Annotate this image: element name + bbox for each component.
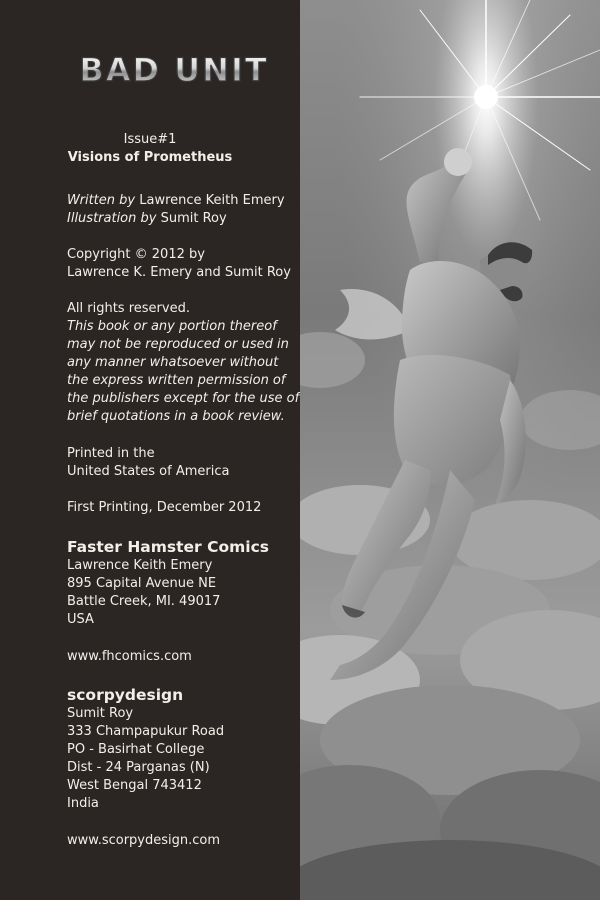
credits-block xyxy=(67,192,297,228)
written-by-label: Written by xyxy=(67,193,136,208)
publisher-block xyxy=(67,538,297,629)
designer-block xyxy=(67,686,297,813)
designer-address-line: West Bengal 743412 xyxy=(67,778,202,793)
writer-name: Lawrence Keith Emery xyxy=(139,193,285,208)
publisher-website-block xyxy=(67,648,297,666)
printing-block xyxy=(67,499,297,517)
designer-website-block xyxy=(67,832,297,850)
printed-line-1: Printed in the xyxy=(67,446,155,461)
rights-line: brief quotations in a book review. xyxy=(67,409,285,424)
illustration-by-label: Illustration by xyxy=(67,211,157,226)
rights-line: This book or any portion thereof xyxy=(67,319,277,334)
designer-address-line: PO - Basirhat College xyxy=(67,742,205,757)
rights-line: the express written permission of xyxy=(67,373,286,388)
publisher-address-line: Battle Creek, MI. 49017 xyxy=(67,594,221,609)
issue-header xyxy=(0,131,300,167)
copyright-block xyxy=(67,246,297,282)
publisher-address-line: USA xyxy=(67,612,94,627)
issue-title: Visions of Prometheus xyxy=(67,150,233,165)
designer-address-line: 333 Champapukur Road xyxy=(67,724,225,739)
prometheus-illustration xyxy=(300,0,600,900)
illustration-by-line xyxy=(67,210,297,228)
publisher-address-line: 895 Capital Avenue NE xyxy=(67,576,217,591)
designer-website-link[interactable]: www.scorpydesign.com xyxy=(67,833,221,848)
first-printing: First Printing, December 2012 xyxy=(67,500,262,515)
illustrator-name: Sumit Roy xyxy=(160,211,227,226)
publisher-address-line: Lawrence Keith Emery xyxy=(67,558,213,573)
designer-address-line: Sumit Roy xyxy=(67,706,134,721)
publisher-name: Faster Hamster Comics xyxy=(67,538,269,556)
designer-name: scorpydesign xyxy=(67,686,184,704)
bad-unit-logo xyxy=(66,50,282,88)
rights-line: any manner whatsoever without xyxy=(67,355,279,370)
publisher-website-link[interactable]: www.fhcomics.com xyxy=(67,649,192,664)
rights-line: the publishers except for the use of xyxy=(67,391,300,406)
printed-block xyxy=(67,445,297,481)
rights-block xyxy=(67,300,300,426)
printed-line-2: United States of America xyxy=(67,464,230,479)
designer-address-line: Dist - 24 Parganas (N) xyxy=(67,760,210,775)
copyright-line-1: Copyright © 2012 by xyxy=(67,247,205,262)
logo-text: BAD UNIT xyxy=(79,51,269,88)
copyright-line-2: Lawrence K. Emery and Sumit Roy xyxy=(67,265,291,280)
issue-number: Issue#1 xyxy=(123,132,177,147)
rights-heading: All rights reserved. xyxy=(67,301,190,316)
written-by-line xyxy=(67,192,297,210)
rights-line: may not be reproduced or used in xyxy=(67,337,289,352)
designer-address-line: India xyxy=(67,796,99,811)
